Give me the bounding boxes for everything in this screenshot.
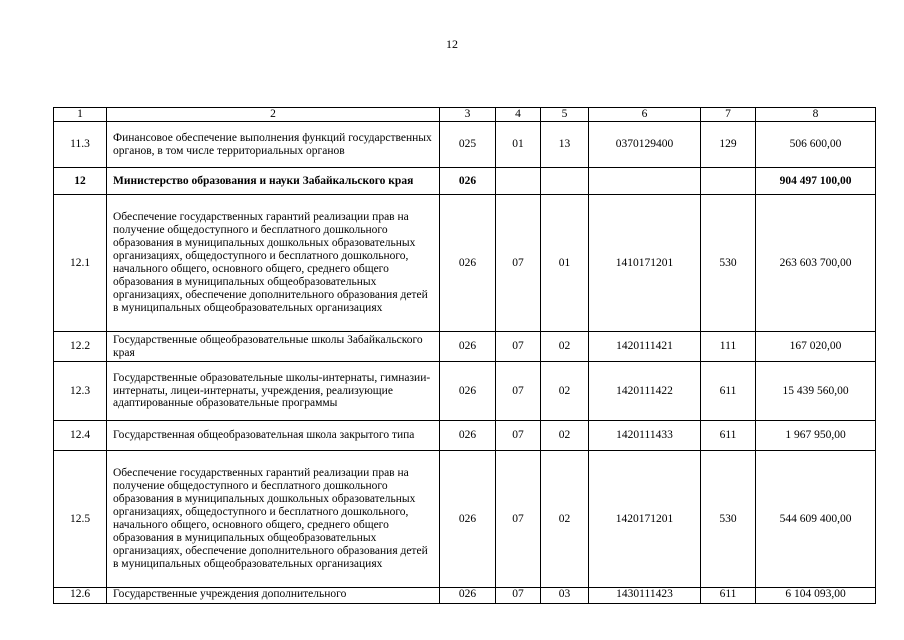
- subsection-cell: 02: [541, 451, 589, 588]
- expense-type-cell: 530: [701, 195, 756, 332]
- target-article-cell: [589, 168, 701, 195]
- target-article-cell: 1420111422: [589, 362, 701, 421]
- row-number-cell: 12.1: [54, 195, 107, 332]
- amount-cell: 506 600,00: [756, 122, 876, 168]
- ministry-code-cell: 026: [440, 168, 496, 195]
- subsection-cell: 02: [541, 332, 589, 362]
- section-cell: 07: [496, 195, 541, 332]
- expense-type-cell: [701, 168, 756, 195]
- subsection-cell: 01: [541, 195, 589, 332]
- target-article-cell: 1410171201: [589, 195, 701, 332]
- expense-type-cell: 530: [701, 451, 756, 588]
- table-row: [54, 195, 876, 332]
- subsection-cell: 13: [541, 122, 589, 168]
- table-row: [54, 421, 876, 451]
- section-cell: 01: [496, 122, 541, 168]
- target-article-cell: 1420171201: [589, 451, 701, 588]
- table-row: [54, 122, 876, 168]
- row-name-cell: Финансовое обеспечение выполнения функций государственных органов, в том числе территориальных органов: [107, 122, 440, 168]
- expense-type-cell: 111: [701, 332, 756, 362]
- row-name-cell: Государственные учреждения дополнительного: [107, 588, 440, 604]
- amount-cell: 6 104 093,00: [756, 588, 876, 604]
- amount-cell: 1 967 950,00: [756, 421, 876, 451]
- ministry-code-cell: 026: [440, 588, 496, 604]
- ministry-code-cell: 025: [440, 122, 496, 168]
- row-number-cell: 12.6: [54, 588, 107, 604]
- row-number-cell: 12.4: [54, 421, 107, 451]
- table-row: [54, 588, 876, 604]
- section-cell: 07: [496, 588, 541, 604]
- table-row: [54, 332, 876, 362]
- section-cell: 07: [496, 362, 541, 421]
- table-header-row: [54, 108, 876, 122]
- row-number-cell: 12.3: [54, 362, 107, 421]
- row-name-cell: Государственные образовательные школы-интернаты, гимназии-интернаты, лицеи-интернаты, учреждения, реализующие адаптированные образовательные программы: [107, 362, 440, 421]
- expense-type-cell: 611: [701, 362, 756, 421]
- budget-table: [53, 107, 876, 604]
- header-cell: 7: [701, 108, 756, 122]
- target-article-cell: 0370129400: [589, 122, 701, 168]
- section-cell: 07: [496, 451, 541, 588]
- subsection-cell: 02: [541, 362, 589, 421]
- target-article-cell: 1420111421: [589, 332, 701, 362]
- header-cell: 5: [541, 108, 589, 122]
- header-cell: 8: [756, 108, 876, 122]
- target-article-cell: 1430111423: [589, 588, 701, 604]
- header-cell: 1: [54, 108, 107, 122]
- subsection-cell: [541, 168, 589, 195]
- ministry-code-cell: 026: [440, 421, 496, 451]
- ministry-code-cell: 026: [440, 332, 496, 362]
- row-name-cell: Государственные общеобразовательные школы Забайкальского края: [107, 332, 440, 362]
- row-number-cell: 12: [54, 168, 107, 195]
- amount-cell: 167 020,00: [756, 332, 876, 362]
- expense-type-cell: 611: [701, 421, 756, 451]
- table-row: [54, 168, 876, 195]
- row-number-cell: 12.5: [54, 451, 107, 588]
- row-name-cell: Министерство образования и науки Забайкальского края: [107, 168, 440, 195]
- row-name-cell: Обеспечение государственных гарантий реализации прав на получение общедоступного и бесплатного дошкольного образования в муниципальных дошкольных образовательных организациях, общедоступного и бесплатного дошкольного, начального общего, основного общего, среднего общего образования в муниципальных общеобразовательных организациях, обеспечение дополнительного образования детей в муниципальных общеобразовательных организациях: [107, 451, 440, 588]
- amount-cell: 544 609 400,00: [756, 451, 876, 588]
- header-cell: 3: [440, 108, 496, 122]
- table-row: [54, 362, 876, 421]
- row-name-cell: Обеспечение государственных гарантий реализации прав на получение общедоступного и бесплатного дошкольного образования в муниципальных дошкольных образовательных организациях, общедоступного и бесплатного дошкольного, начального общего, основного общего, среднего общего образования в муниципальных общеобразовательных организациях, обеспечение дополнительного образования детей в муниципальных общеобразовательных организациях: [107, 195, 440, 332]
- row-name-cell: Государственная общеобразовательная школа закрытого типа: [107, 421, 440, 451]
- amount-cell: 263 603 700,00: [756, 195, 876, 332]
- ministry-code-cell: 026: [440, 451, 496, 588]
- header-cell: 4: [496, 108, 541, 122]
- expense-type-cell: 129: [701, 122, 756, 168]
- target-article-cell: 1420111433: [589, 421, 701, 451]
- table-row: [54, 451, 876, 588]
- expense-type-cell: 611: [701, 588, 756, 604]
- subsection-cell: 03: [541, 588, 589, 604]
- amount-cell: 904 497 100,00: [756, 168, 876, 195]
- section-cell: 07: [496, 332, 541, 362]
- section-cell: [496, 168, 541, 195]
- ministry-code-cell: 026: [440, 195, 496, 332]
- row-number-cell: 12.2: [54, 332, 107, 362]
- subsection-cell: 02: [541, 421, 589, 451]
- header-cell: 2: [107, 108, 440, 122]
- row-number-cell: 11.3: [54, 122, 107, 168]
- header-cell: 6: [589, 108, 701, 122]
- amount-cell: 15 439 560,00: [756, 362, 876, 421]
- section-cell: 07: [496, 421, 541, 451]
- ministry-code-cell: 026: [440, 362, 496, 421]
- page-number: 12: [446, 37, 458, 51]
